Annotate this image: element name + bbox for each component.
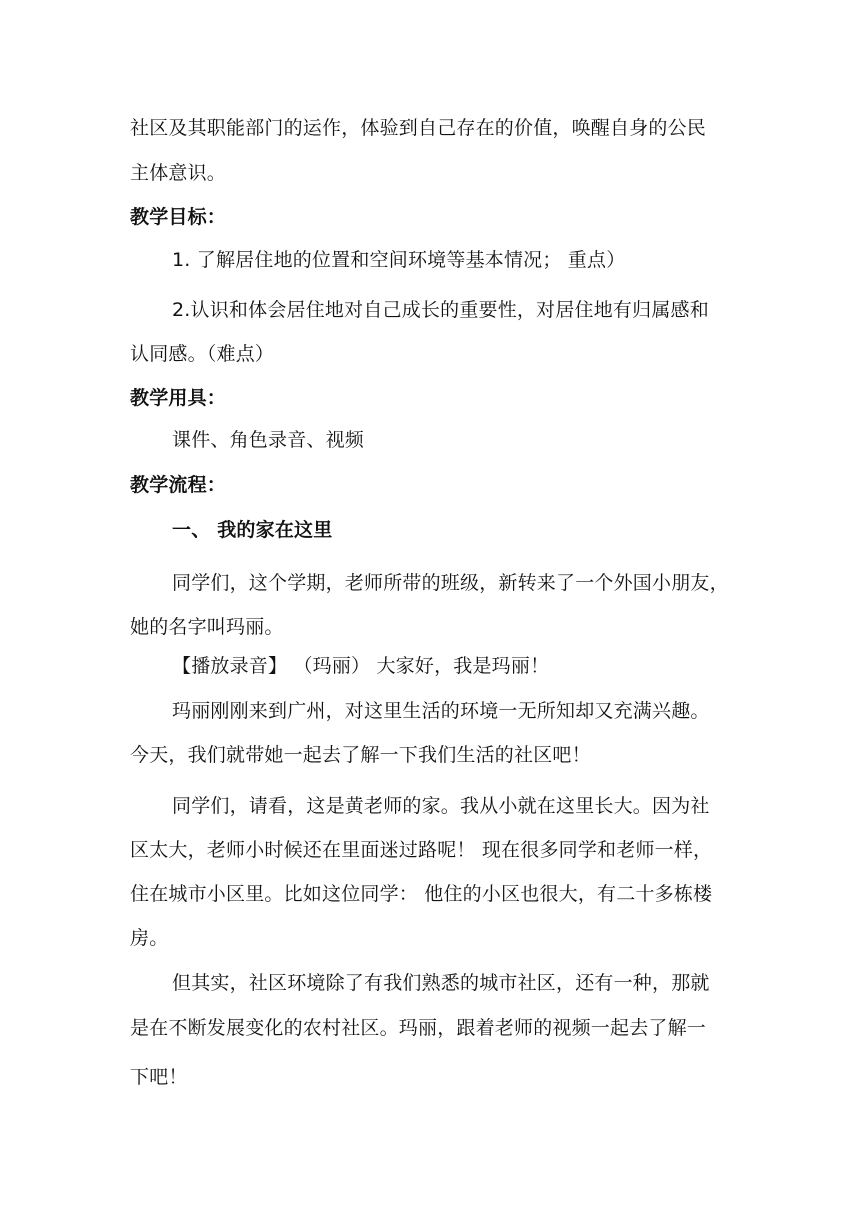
section-1-title: 一、 我的家在这里 <box>172 519 333 541</box>
paragraph-2: 【播放录音】 （玛丽） 大家好，我是玛丽！ <box>172 655 550 677</box>
intro-line-1: 社区及其职能部门的运作，体验到自己存在的价值，唤醒自身的公民 <box>130 117 707 139</box>
paragraph-3-line-1: 玛丽刚刚来到广州，对这里生活的环境一无所知却又充满兴趣。 <box>172 700 710 722</box>
paragraph-5-line-3: 下吧！ <box>130 1066 188 1088</box>
paragraph-5-line-2: 是在不断发展变化的农村社区。玛丽，跟着老师的视频一起去了解一 <box>130 1017 707 1039</box>
paragraph-4-line-4: 房。 <box>130 927 169 949</box>
objective-item-2-line-1: 2.认识和体会居住地对自己成长的重要性，对居住地有归属感和 <box>172 299 709 321</box>
paragraph-4-line-3: 住在城市小区里。比如这位同学： 他住的小区也很大，有二十多栋楼 <box>130 883 713 905</box>
paragraph-5-line-1: 但其实，社区环境除了有我们熟悉的城市社区，还有一种，那就 <box>172 972 710 994</box>
tools-content: 课件、角色录音、视频 <box>172 429 365 451</box>
paragraph-1-line-2: 她的名字叫玛丽。 <box>130 616 284 638</box>
intro-line-2: 主体意识。 <box>130 162 227 184</box>
paragraph-3-line-2: 今天，我们就带她一起去了解一下我们生活的社区吧！ <box>130 744 591 766</box>
paragraph-4-line-1: 同学们，请看，这是黄老师的家。我从小就在这里长大。因为社 <box>172 795 710 817</box>
objectives-heading: 教学目标： <box>130 206 227 228</box>
paragraph-1-line-1: 同学们，这个学期，老师所带的班级，新转来了一个外国小朋友， <box>172 572 729 594</box>
objective-item-1: 1. 了解居住地的位置和空间环境等基本情况； 重点） <box>172 249 626 271</box>
objective-item-2-line-2: 认同感。（难点） <box>130 343 275 365</box>
process-heading: 教学流程： <box>130 474 227 496</box>
tools-heading: 教学用具： <box>130 387 227 409</box>
paragraph-4-line-2: 区太大，老师小时候还在里面迷过路呢！ 现在很多同学和老师一样， <box>130 839 713 861</box>
